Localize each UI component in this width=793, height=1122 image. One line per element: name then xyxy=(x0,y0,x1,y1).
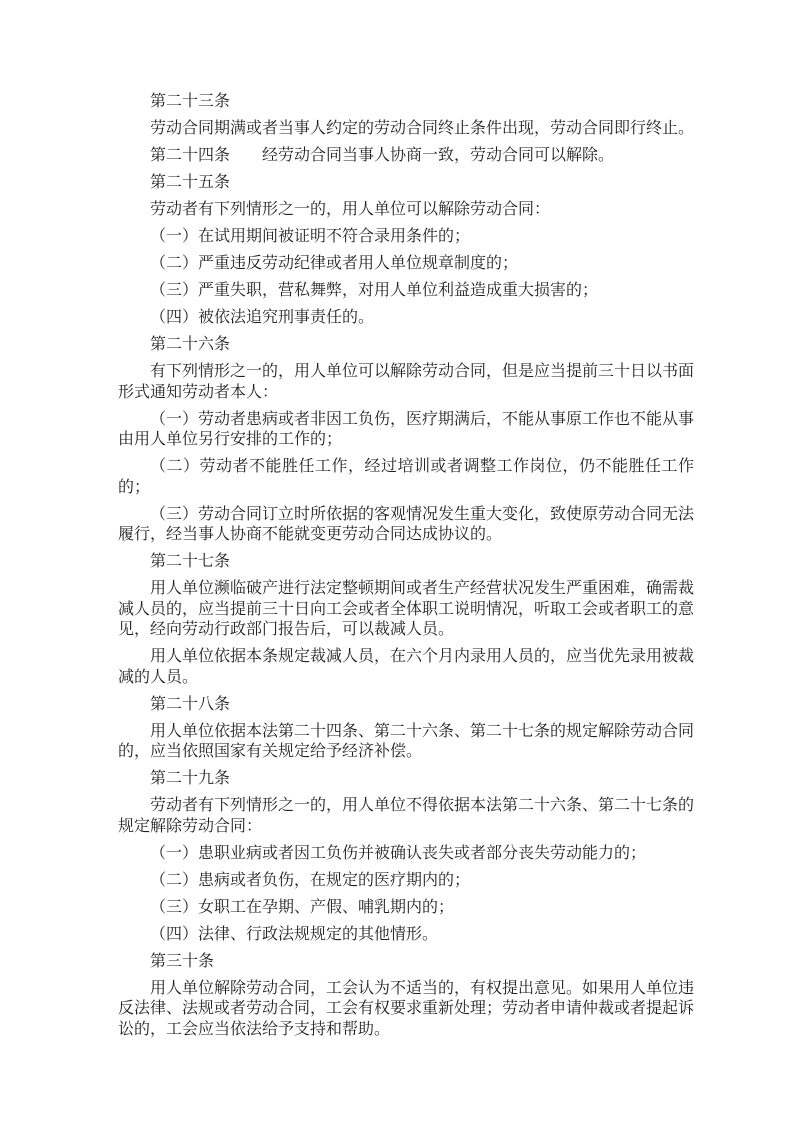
article-paragraph: 第二十四条 经劳动合同当事人协商一致，劳动合同可以解除。 xyxy=(150,147,615,164)
document-content xyxy=(118,92,694,1047)
article-heading: 第二十八条 xyxy=(150,695,231,713)
article-heading: 第二十三条 xyxy=(150,93,231,110)
body-paragraph: 用人单位濒临破产进行法定整顿期间或者生产经营状况发生严重困难，确需裁减人员的，应当提前三十日向工会或者全体职工说明情况，听取工会或者职工的意见，经向劳动行政部门报告后，可以裁减人员。 xyxy=(118,580,695,638)
body-paragraph: 有下列情形之一的，用人单位可以解除劳动合同，但是应当提前三十日以书面形式通知劳动者本人： xyxy=(118,363,695,401)
body-paragraph: 劳动者有下列情形之一的，用人单位可以解除劳动合同： xyxy=(150,201,551,218)
article-heading: 第二十九条 xyxy=(150,770,231,787)
body-paragraph: 劳动者有下列情形之一的，用人单位不得依据本法第二十六条、第二十七条的规定解除劳动合同： xyxy=(118,797,695,835)
list-item: （一）患职业病或者因工负伤并被确认丧失或者部分丧失劳动能力的； xyxy=(150,844,647,862)
list-item: （一）在试用期间被证明不符合录用条件的； xyxy=(150,228,471,245)
list-item: （三）严重失职，营私舞弊，对用人单位利益造成重大损害的； xyxy=(150,282,599,299)
article-heading: 第二十五条 xyxy=(150,174,231,191)
list-item: （二）患病或者负伤，在规定的医疗期内的； xyxy=(150,871,471,889)
list-item: （四）法律、行政法规规定的其他情形。 xyxy=(150,925,439,943)
list-item: （三）劳动合同订立时所依据的客观情况发生重大变化，致使原劳动合同无法履行，经当事人协商不能就变更劳动合同达成协议的。 xyxy=(118,505,695,543)
article-heading: 第三十条 xyxy=(150,952,215,970)
list-item: （一）劳动者患病或者非因工负伤，医疗期满后，不能从事原工作也不能从事由用人单位另行安排的工作的； xyxy=(118,410,695,448)
body-paragraph: 劳动合同期满或者当事人约定的劳动合同终止条件出现，劳动合同即行终止。 xyxy=(150,120,695,137)
list-item: （四）被依法追究刑事责任的。 xyxy=(150,309,375,326)
list-item: （三）女职工在孕期、产假、哺乳期内的； xyxy=(150,898,455,916)
body-paragraph: 用人单位依据本法第二十四条、第二十六条、第二十七条的规定解除劳动合同的，应当依照国家有关规定给予经济补偿。 xyxy=(118,722,695,760)
list-item: （二）严重违反劳动纪律或者用人单位规章制度的； xyxy=(150,255,519,272)
body-paragraph: 用人单位依据本条规定裁减人员，在六个月内录用人员的，应当优先录用被裁减的人员。 xyxy=(118,648,695,686)
article-heading: 第二十七条 xyxy=(150,553,231,570)
list-item: （二）劳动者不能胜任工作，经过培训或者调整工作岗位，仍不能胜任工作的； xyxy=(118,458,694,496)
body-paragraph: 用人单位解除劳动合同，工会认为不适当的，有权提出意见。如果用人单位违反法律、法规或者劳动合同，工会有权要求重新处理；劳动者申请仲裁或者提起诉讼的，工会应当依法给予支持和帮助。 xyxy=(118,979,695,1038)
article-heading: 第二十六条 xyxy=(150,336,231,353)
